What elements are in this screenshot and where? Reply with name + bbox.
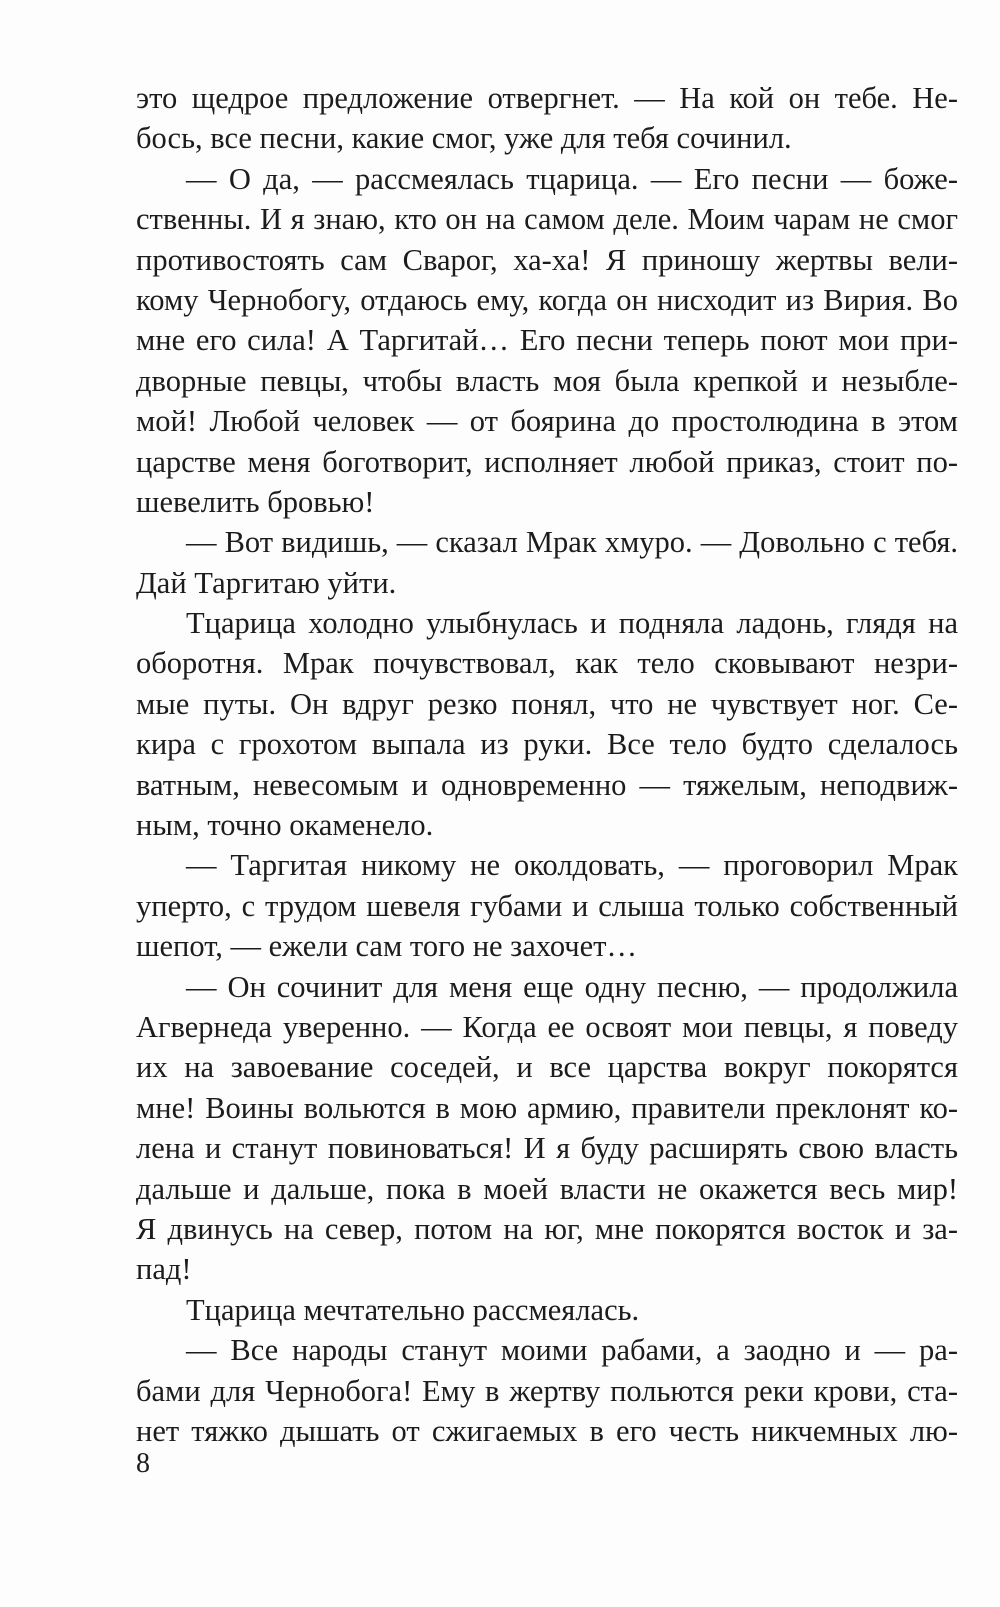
text-line: — Вот видишь, — сказал Мрак хмуро. — Довольно с тебя. (186, 525, 958, 560)
text-line: мой! Любой человек — от боярина до простолюдина в этом (136, 404, 958, 439)
text-line: дальше и дальше, пока в моей власти не окажется весь мир! (136, 1171, 958, 1206)
text-line: оборотня. Мрак почувствовал, как тело сковывают незри- (136, 646, 958, 681)
text-line: противостоять сам Сварог, ха-ха! Я приношу жертвы вели- (136, 242, 958, 277)
page-number: 8 (136, 1448, 150, 1479)
text-line: ственны. И я знаю, кто он на самом деле. Моим чарам не смог (136, 202, 958, 237)
text-line: уперто, с трудом шевеля губами и слыша только собственный (136, 888, 958, 923)
text-line: — Все народы станут моими рабами, а заодно и — ра- (186, 1333, 958, 1368)
text-line: кира с грохотом выпала из руки. Все тело будто сделалось (136, 727, 958, 762)
text-line: — Таргитая никому не околдовать, — проговорил Мрак (186, 848, 958, 883)
text-line: бами для Чернобога! Ему в жертву польются реки крови, ста- (136, 1373, 958, 1408)
text-line: Тцарица холодно улыбнулась и подняла ладонь, глядя на (186, 606, 958, 641)
text-line: мые путы. Он вдруг резко понял, что не чувствует ног. Се- (136, 686, 958, 721)
text-line: царстве меня боготворит, исполняет любой приказ, стоит по- (136, 444, 958, 479)
text-line: дворные певцы, чтобы власть моя была крепкой и незыбле- (136, 363, 958, 398)
text-line: Тцарица мечтательно рассмеялась. (186, 1292, 640, 1327)
text-line: шепот, — ежели сам того не захочет… (136, 929, 638, 964)
text-line: это щедрое предложение отвергнет. — На кой он тебе. Не- (136, 81, 958, 115)
text-line: ным, точно окаменело. (136, 808, 434, 843)
text-line: бось, все песни, какие смог, уже для тебя сочинил. (136, 121, 792, 156)
text-line: лена и станут повиноваться! И я буду расширять свою власть (136, 1131, 958, 1166)
text-line: их на завоевание соседей, и все царства вокруг покорятся (136, 1050, 958, 1085)
text-line: шевелить бровью! (136, 484, 375, 519)
text-line: — Он сочинит для меня еще одну песню, — продолжила (186, 969, 958, 1004)
page-text (136, 78, 958, 1451)
text-line: пад! (136, 1252, 192, 1287)
text-line: — О да, — рассмеялась тцарица. — Его песни — боже- (186, 161, 958, 196)
text-line: мне его сила! А Таргитай… Его песни теперь поют мои при- (136, 323, 958, 358)
text-line: мне! Воины вольются в мою армию, правители преклонят ко- (136, 1090, 958, 1125)
text-line: Я двинусь на север, потом на юг, мне покорятся восток и за- (136, 1211, 958, 1246)
text-line: нет тяжко дышать от сжигаемых в его честь никчемных лю- (136, 1413, 958, 1448)
text-line: ватным, невесомым и одновременно — тяжелым, неподвиж- (136, 767, 958, 802)
text-line: кому Чернобогу, отдаюсь ему, когда он нисходит из Вирия. Во (136, 282, 958, 317)
text-line: Агвернеда уверенно. — Когда ее освоят мои певцы, я поведу (136, 1009, 958, 1044)
text-line: Дай Таргитаю уйти. (136, 565, 397, 600)
